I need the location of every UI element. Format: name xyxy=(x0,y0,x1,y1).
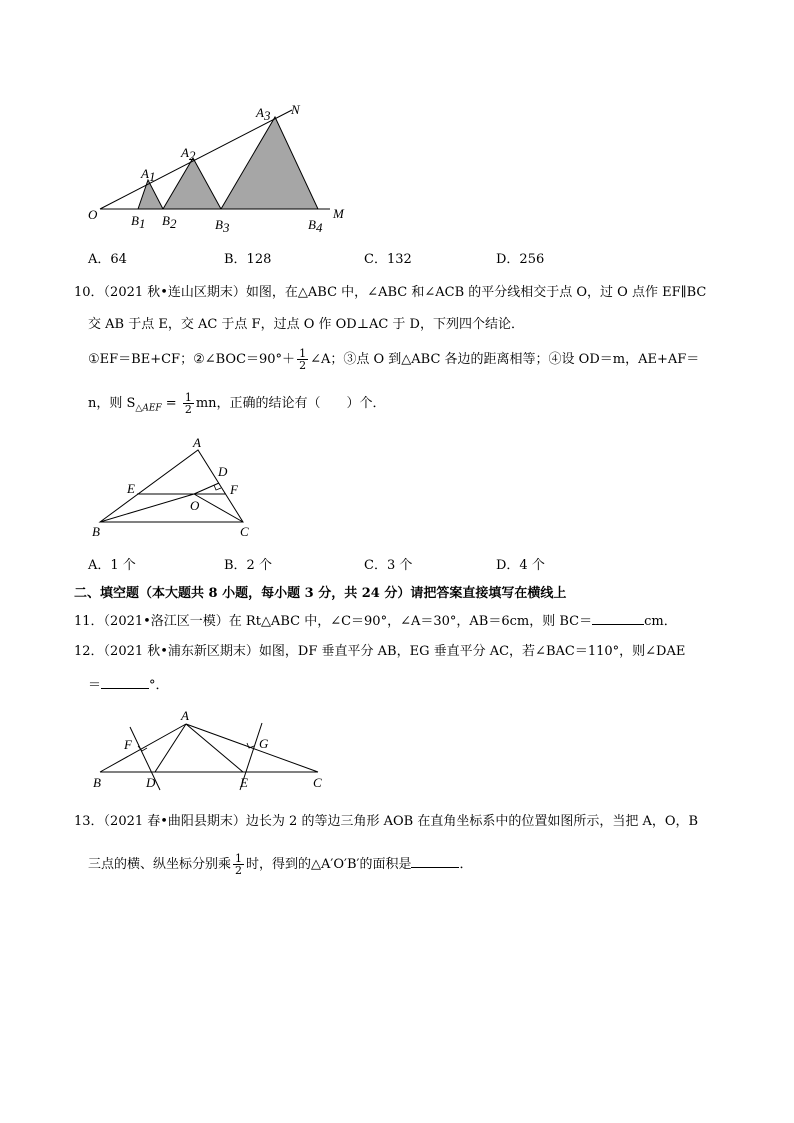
q10-equals: = xyxy=(161,396,181,411)
label-e: E xyxy=(127,481,135,496)
q10-option-d[interactable]: D．4 个 xyxy=(496,558,545,573)
shaded-triangle-2 xyxy=(163,158,221,209)
q10-options xyxy=(88,557,588,575)
q10-option-b[interactable]: B．2 个 xyxy=(224,558,272,573)
label-a1: A1 xyxy=(141,166,156,184)
q10-fraction-half: $\frac{1}{2}$ xyxy=(299,347,307,372)
label-m: M xyxy=(333,206,344,221)
q13-answer-blank[interactable] xyxy=(411,854,459,868)
q11-text: 11．（2021•洛江区一模）在 Rt△ABC 中，∠C＝90°，∠A＝30°，AB＝6cm，则 BC＝ xyxy=(74,614,593,629)
q10-area-subscript: △AEF xyxy=(135,403,162,414)
label-d: D xyxy=(218,464,228,479)
label-o: O xyxy=(88,207,98,222)
q9-option-a[interactable]: A．64 xyxy=(88,252,127,267)
label-b: B xyxy=(92,524,100,539)
label-e: E xyxy=(240,775,248,790)
segment-ab xyxy=(100,724,186,772)
segment-ac xyxy=(186,724,318,772)
label-n: N xyxy=(291,102,300,117)
label-c: C xyxy=(240,524,249,539)
q13-end: ． xyxy=(459,857,473,872)
label-f: F xyxy=(230,482,238,497)
segment-ad xyxy=(155,724,186,772)
q12-line-1: 12．（2021 秋•浦东新区期末）如图，DF 垂直平分 AB，EG 垂直平分 AC，若∠BAC＝110°，则∠DAE xyxy=(74,644,686,659)
q9-options xyxy=(88,251,588,269)
q10-line-2: 交 AB 于点 E，交 AC 于点 F，过点 O 作 OD⊥AC 于 D，下列四个结论． xyxy=(88,317,524,332)
section-2-heading: 二、填空题（本大题共 8 小题，每小题 3 分，共 24 分）请把答案直接填写在横线上 xyxy=(74,586,567,601)
q10-line-4c: mn，正确的结论有（ ）个． xyxy=(195,396,386,411)
q10-line-3 xyxy=(88,348,699,371)
q11-unit: cm． xyxy=(644,614,677,629)
label-g: G xyxy=(259,736,269,751)
label-b: B xyxy=(93,775,101,790)
q10-fraction-half-2: $\frac{1}{2}$ xyxy=(184,391,192,416)
q13-line-2 xyxy=(88,853,472,876)
shaded-triangle-1 xyxy=(138,180,163,209)
figure-q9 xyxy=(80,98,360,233)
segment-ae xyxy=(186,724,243,772)
label-b3: B3 xyxy=(215,217,230,233)
segment-bo xyxy=(100,494,194,522)
label-a3: A3 xyxy=(256,105,271,123)
figure-q12 xyxy=(85,703,330,795)
label-d: D xyxy=(146,775,156,790)
q9-option-d[interactable]: D．256 xyxy=(496,252,545,267)
q10-option-a[interactable]: A．1 个 xyxy=(88,558,136,573)
q9-option-b[interactable]: B．128 xyxy=(224,252,272,267)
q13-line-1: 13．（2021 春•曲阳县期末）边长为 2 的等边三角形 AOB 在直角坐标系中的位置如图所示，当把 A，O，B xyxy=(74,814,699,829)
q12-answer-blank[interactable] xyxy=(101,675,149,689)
label-a: A xyxy=(193,435,201,450)
segment-co xyxy=(194,494,243,522)
q12-equals: ＝ xyxy=(88,678,102,693)
q9-option-c[interactable]: C．132 xyxy=(364,252,412,267)
q11-answer-blank[interactable] xyxy=(592,611,644,625)
q10-line-3b: ∠A；③点 O 到△ABC 各边的距离相等；④设 OD＝m，AE+AF＝ xyxy=(310,352,700,367)
q10-line-1: 10．（2021 秋•连山区期末）如图，在△ABC 中，∠ABC 和∠ACB 的平分线相交于点 O，过 O 点作 EF∥BC xyxy=(74,285,707,300)
q13-text-a: 三点的横、纵坐标分别乘 xyxy=(88,857,232,872)
right-angle-mark-g xyxy=(247,743,254,748)
label-c: C xyxy=(313,775,322,790)
q13-text-b: 时，得到的△A′O′B′的面积是 xyxy=(246,857,412,872)
label-f: F xyxy=(124,737,132,752)
q10-line-3a: ①EF＝BE+CF；②∠BOC＝90°＋ xyxy=(88,352,296,367)
q12-degree: °． xyxy=(149,678,169,693)
line-df xyxy=(130,727,160,790)
figure-q10 xyxy=(85,430,260,545)
shaded-triangle-3 xyxy=(221,117,318,209)
q12-line-2 xyxy=(88,675,169,695)
q11-line xyxy=(74,611,677,631)
label-a2: A2 xyxy=(181,145,196,163)
triangle-abc xyxy=(100,450,243,522)
q10-option-c[interactable]: C．3 个 xyxy=(364,558,413,573)
q10-line-4 xyxy=(88,392,386,418)
label-b2: B2 xyxy=(162,213,177,231)
q13-fraction-half: $\frac{1}{2}$ xyxy=(235,852,243,877)
label-a: A xyxy=(181,708,189,723)
label-b1: B1 xyxy=(131,213,146,231)
label-b4: B4 xyxy=(308,217,323,233)
label-o: O xyxy=(190,498,200,513)
q10-line-4a: n，则 S xyxy=(88,396,136,411)
